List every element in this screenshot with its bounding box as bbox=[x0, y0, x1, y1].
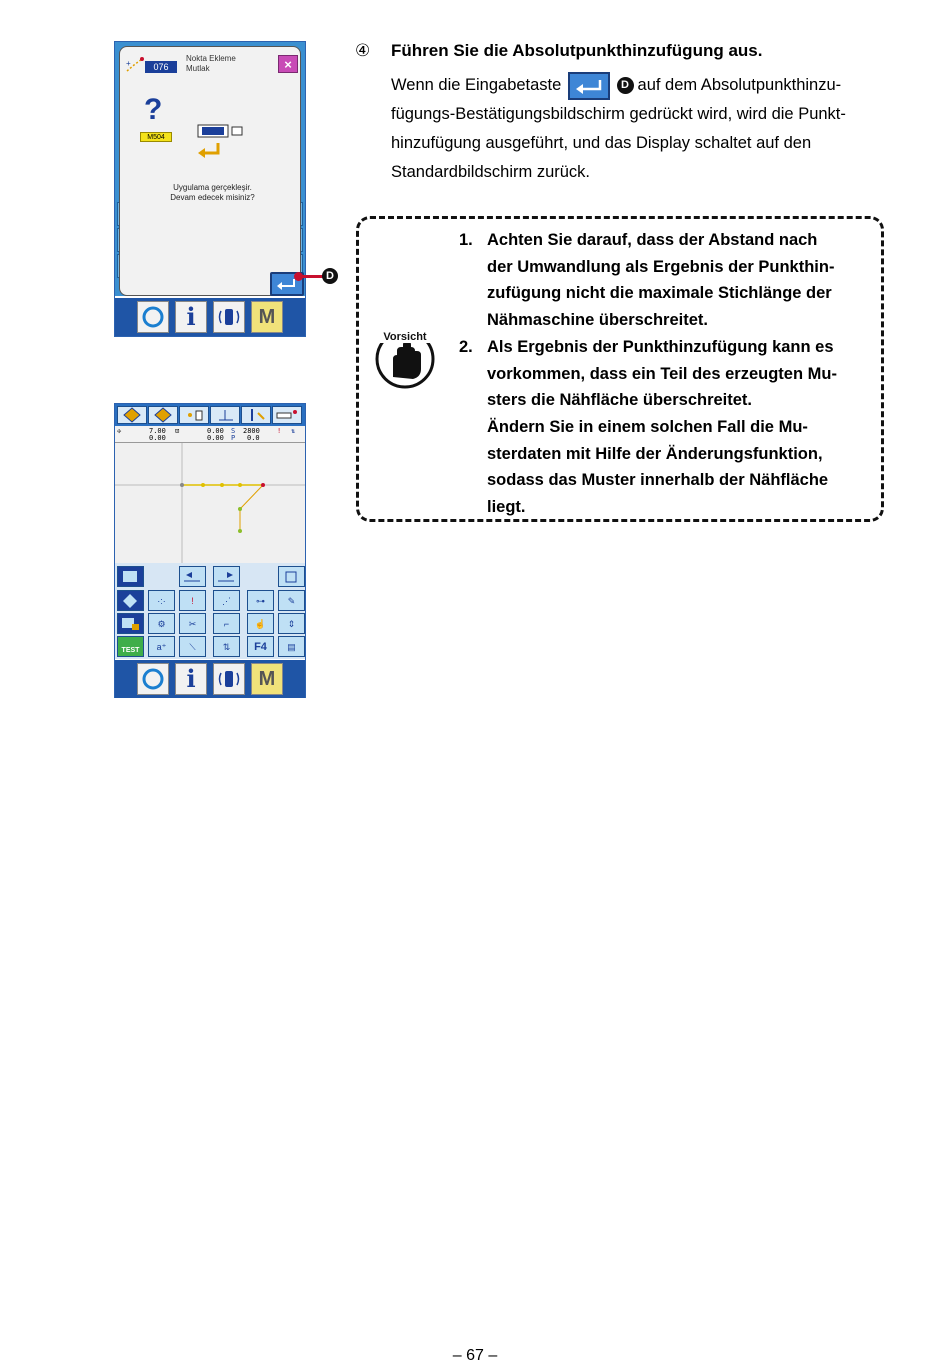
coord-y1: 0.00 bbox=[149, 434, 166, 442]
ready-circle-icon bbox=[138, 664, 168, 694]
needle-button[interactable] bbox=[241, 406, 271, 424]
ready-circle-icon bbox=[138, 302, 168, 332]
step-line: fügungs-Bestätigungsbildschirm gedrückt wird, wird die Punkt- bbox=[391, 105, 846, 123]
thread-button[interactable]: ⊶ bbox=[247, 590, 274, 611]
dialog-number: 076 bbox=[145, 61, 177, 73]
feed-button[interactable] bbox=[179, 406, 209, 424]
dialog-message bbox=[140, 183, 285, 203]
dialog-title bbox=[186, 54, 236, 74]
trim-button[interactable]: ✂ bbox=[179, 613, 206, 634]
shape-button[interactable]: ⋰ bbox=[213, 590, 240, 611]
caution-list bbox=[459, 227, 864, 521]
coord-x1: 7.00 bbox=[149, 427, 166, 435]
coordinate-display bbox=[115, 426, 305, 443]
ready-button[interactable] bbox=[137, 663, 169, 695]
page-number: – 67 – bbox=[452, 1347, 498, 1364]
caution-item-number: 2. bbox=[459, 337, 473, 356]
relative-xy-icon: ⊡ bbox=[175, 427, 180, 435]
function-button-grid bbox=[115, 563, 305, 659]
pattern-select-button[interactable] bbox=[148, 406, 178, 424]
caution-box bbox=[356, 216, 884, 522]
pattern-canvas[interactable] bbox=[115, 443, 305, 563]
stitch-icon bbox=[273, 407, 301, 423]
speed-value: 2800 bbox=[243, 427, 260, 435]
step-text: Wenn die Eingabetaste bbox=[391, 76, 562, 94]
offset-button[interactable]: ⌐ bbox=[213, 613, 240, 634]
dialog-message-line: Uygulama gerçekleşir. bbox=[173, 183, 252, 192]
key-reference-label: D bbox=[617, 77, 634, 94]
window-icon bbox=[118, 614, 143, 633]
caution-item bbox=[459, 227, 864, 334]
pattern-drawing bbox=[115, 443, 305, 563]
test-button[interactable]: TEST bbox=[117, 636, 144, 657]
step-back-icon bbox=[180, 567, 205, 586]
xy-icon: ✢ bbox=[117, 427, 122, 435]
coord-y2: 0.00 bbox=[207, 434, 224, 442]
point-add-icon bbox=[126, 57, 144, 73]
question-icon: ? bbox=[144, 93, 163, 126]
close-button[interactable]: × bbox=[278, 55, 298, 73]
step-text: auf dem Absolutpunkthinzu- bbox=[637, 76, 842, 94]
caution-line: der Umwandlung als Ergebnis der Punkthin- bbox=[487, 257, 835, 276]
dialog-title-line: Nokta Ekleme bbox=[186, 54, 236, 63]
svg-text:+: + bbox=[126, 59, 131, 68]
enter-key-icon bbox=[568, 72, 610, 100]
enter-arrow-icon bbox=[570, 74, 608, 98]
diamond-icon bbox=[118, 591, 143, 610]
step-number: ④ bbox=[355, 41, 371, 60]
ready-button[interactable] bbox=[137, 301, 169, 333]
step-line: Standardbildschirm zurück. bbox=[391, 163, 590, 181]
caution-line: sters die Nähfläche überschreitet. bbox=[487, 391, 753, 410]
communication-button[interactable] bbox=[213, 663, 245, 695]
communication-button[interactable] bbox=[213, 301, 245, 333]
callout-label: D bbox=[322, 268, 338, 284]
thread-icon: ! bbox=[277, 427, 282, 435]
caution-line: zufügung nicht die maximale Stichlänge der bbox=[487, 284, 832, 303]
step-line bbox=[391, 71, 891, 100]
dialog-title-line: Mutlak bbox=[186, 64, 210, 73]
confirmation-screen bbox=[114, 41, 306, 337]
dialog-message-line: Devam edecek misiniz? bbox=[170, 193, 255, 202]
diamond-arrow-icon bbox=[149, 407, 177, 423]
origin-icon bbox=[279, 567, 304, 586]
speed-icon: S bbox=[231, 427, 236, 435]
callout-dot bbox=[294, 272, 303, 281]
caution-line: Nähmaschine überschreitet. bbox=[487, 311, 708, 330]
communication-icon bbox=[214, 302, 244, 332]
line-button[interactable]: ⟍ bbox=[179, 636, 206, 657]
window-button[interactable] bbox=[117, 613, 144, 634]
pattern-select-button[interactable] bbox=[117, 406, 147, 424]
caution-hand-icon bbox=[373, 325, 437, 389]
bottom-bar bbox=[115, 298, 305, 336]
confirm-dialog bbox=[119, 46, 301, 296]
needle-icon bbox=[242, 407, 270, 423]
info-button[interactable]: i bbox=[175, 301, 207, 333]
caution-item-number: 1. bbox=[459, 231, 473, 249]
list-icon bbox=[118, 567, 143, 586]
pitch-icon: P bbox=[231, 434, 236, 442]
stitch-button[interactable] bbox=[272, 406, 302, 424]
message-code: M504 bbox=[140, 132, 172, 142]
coord-x2: 0.00 bbox=[207, 427, 224, 435]
step-forward-icon bbox=[214, 567, 239, 586]
step-title: Führen Sie die Absolutpunkthinzufügung aus. bbox=[391, 41, 763, 60]
caution-line: sodass das Muster innerhalb der Nähfläche bbox=[487, 471, 829, 490]
alert-button[interactable]: ! bbox=[179, 590, 206, 611]
bottom-bar bbox=[115, 660, 305, 698]
tool-row bbox=[115, 404, 305, 426]
step-line: hinzufügung ausgeführt, und das Display schaltet auf den bbox=[391, 134, 812, 152]
caution-line: Als Ergebnis der Punkthinzufügung kann es bbox=[487, 337, 834, 356]
pattern-button[interactable] bbox=[117, 590, 144, 611]
caution-line: liegt. bbox=[487, 498, 526, 517]
settings-button[interactable]: ⚙ bbox=[148, 613, 175, 634]
f4-button[interactable]: F4 bbox=[247, 636, 274, 657]
move-button[interactable] bbox=[210, 406, 240, 424]
origin-button[interactable] bbox=[278, 566, 305, 587]
needle-mode-button[interactable]: ⇅ bbox=[213, 636, 240, 657]
pick-button[interactable]: ☝ bbox=[247, 613, 274, 634]
save-button[interactable]: ▤ bbox=[278, 636, 305, 657]
step-description bbox=[391, 71, 891, 187]
function-button[interactable]: a⁺ bbox=[148, 636, 175, 657]
height-icon: ⇅ bbox=[291, 427, 296, 435]
press-enter-illustration-icon bbox=[196, 123, 250, 163]
foot-button[interactable]: ⇕ bbox=[278, 613, 305, 634]
info-button[interactable]: i bbox=[175, 663, 207, 695]
callout-line bbox=[302, 275, 324, 278]
caution-item bbox=[459, 334, 864, 521]
prev-point-button[interactable] bbox=[179, 566, 206, 587]
mode-button[interactable]: M bbox=[251, 663, 283, 695]
diamond-arrow-icon bbox=[118, 407, 146, 423]
hand-pointer-icon bbox=[180, 407, 208, 423]
standard-screen bbox=[114, 403, 306, 698]
caution-line: vorkommen, dass ein Teil des erzeugten Mu- bbox=[487, 364, 837, 383]
move-icon bbox=[211, 407, 239, 423]
caution-line: Achten Sie darauf, dass der Abstand nach bbox=[487, 231, 818, 249]
communication-icon bbox=[214, 664, 244, 694]
point-button[interactable]: ·:· bbox=[148, 590, 175, 611]
mode-button[interactable]: M bbox=[251, 301, 283, 333]
next-point-button[interactable] bbox=[213, 566, 240, 587]
caution-label: Vorsicht bbox=[383, 331, 427, 343]
caution-line: Ändern Sie in einem solchen Fall die Mu- bbox=[487, 417, 808, 436]
list-button[interactable] bbox=[117, 566, 144, 587]
pitch-value: 0.0 bbox=[247, 434, 260, 442]
caution-line: sterdaten mit Hilfe der Änderungsfunktion, bbox=[487, 444, 823, 463]
sewing-button[interactable]: ✎ bbox=[278, 590, 305, 611]
